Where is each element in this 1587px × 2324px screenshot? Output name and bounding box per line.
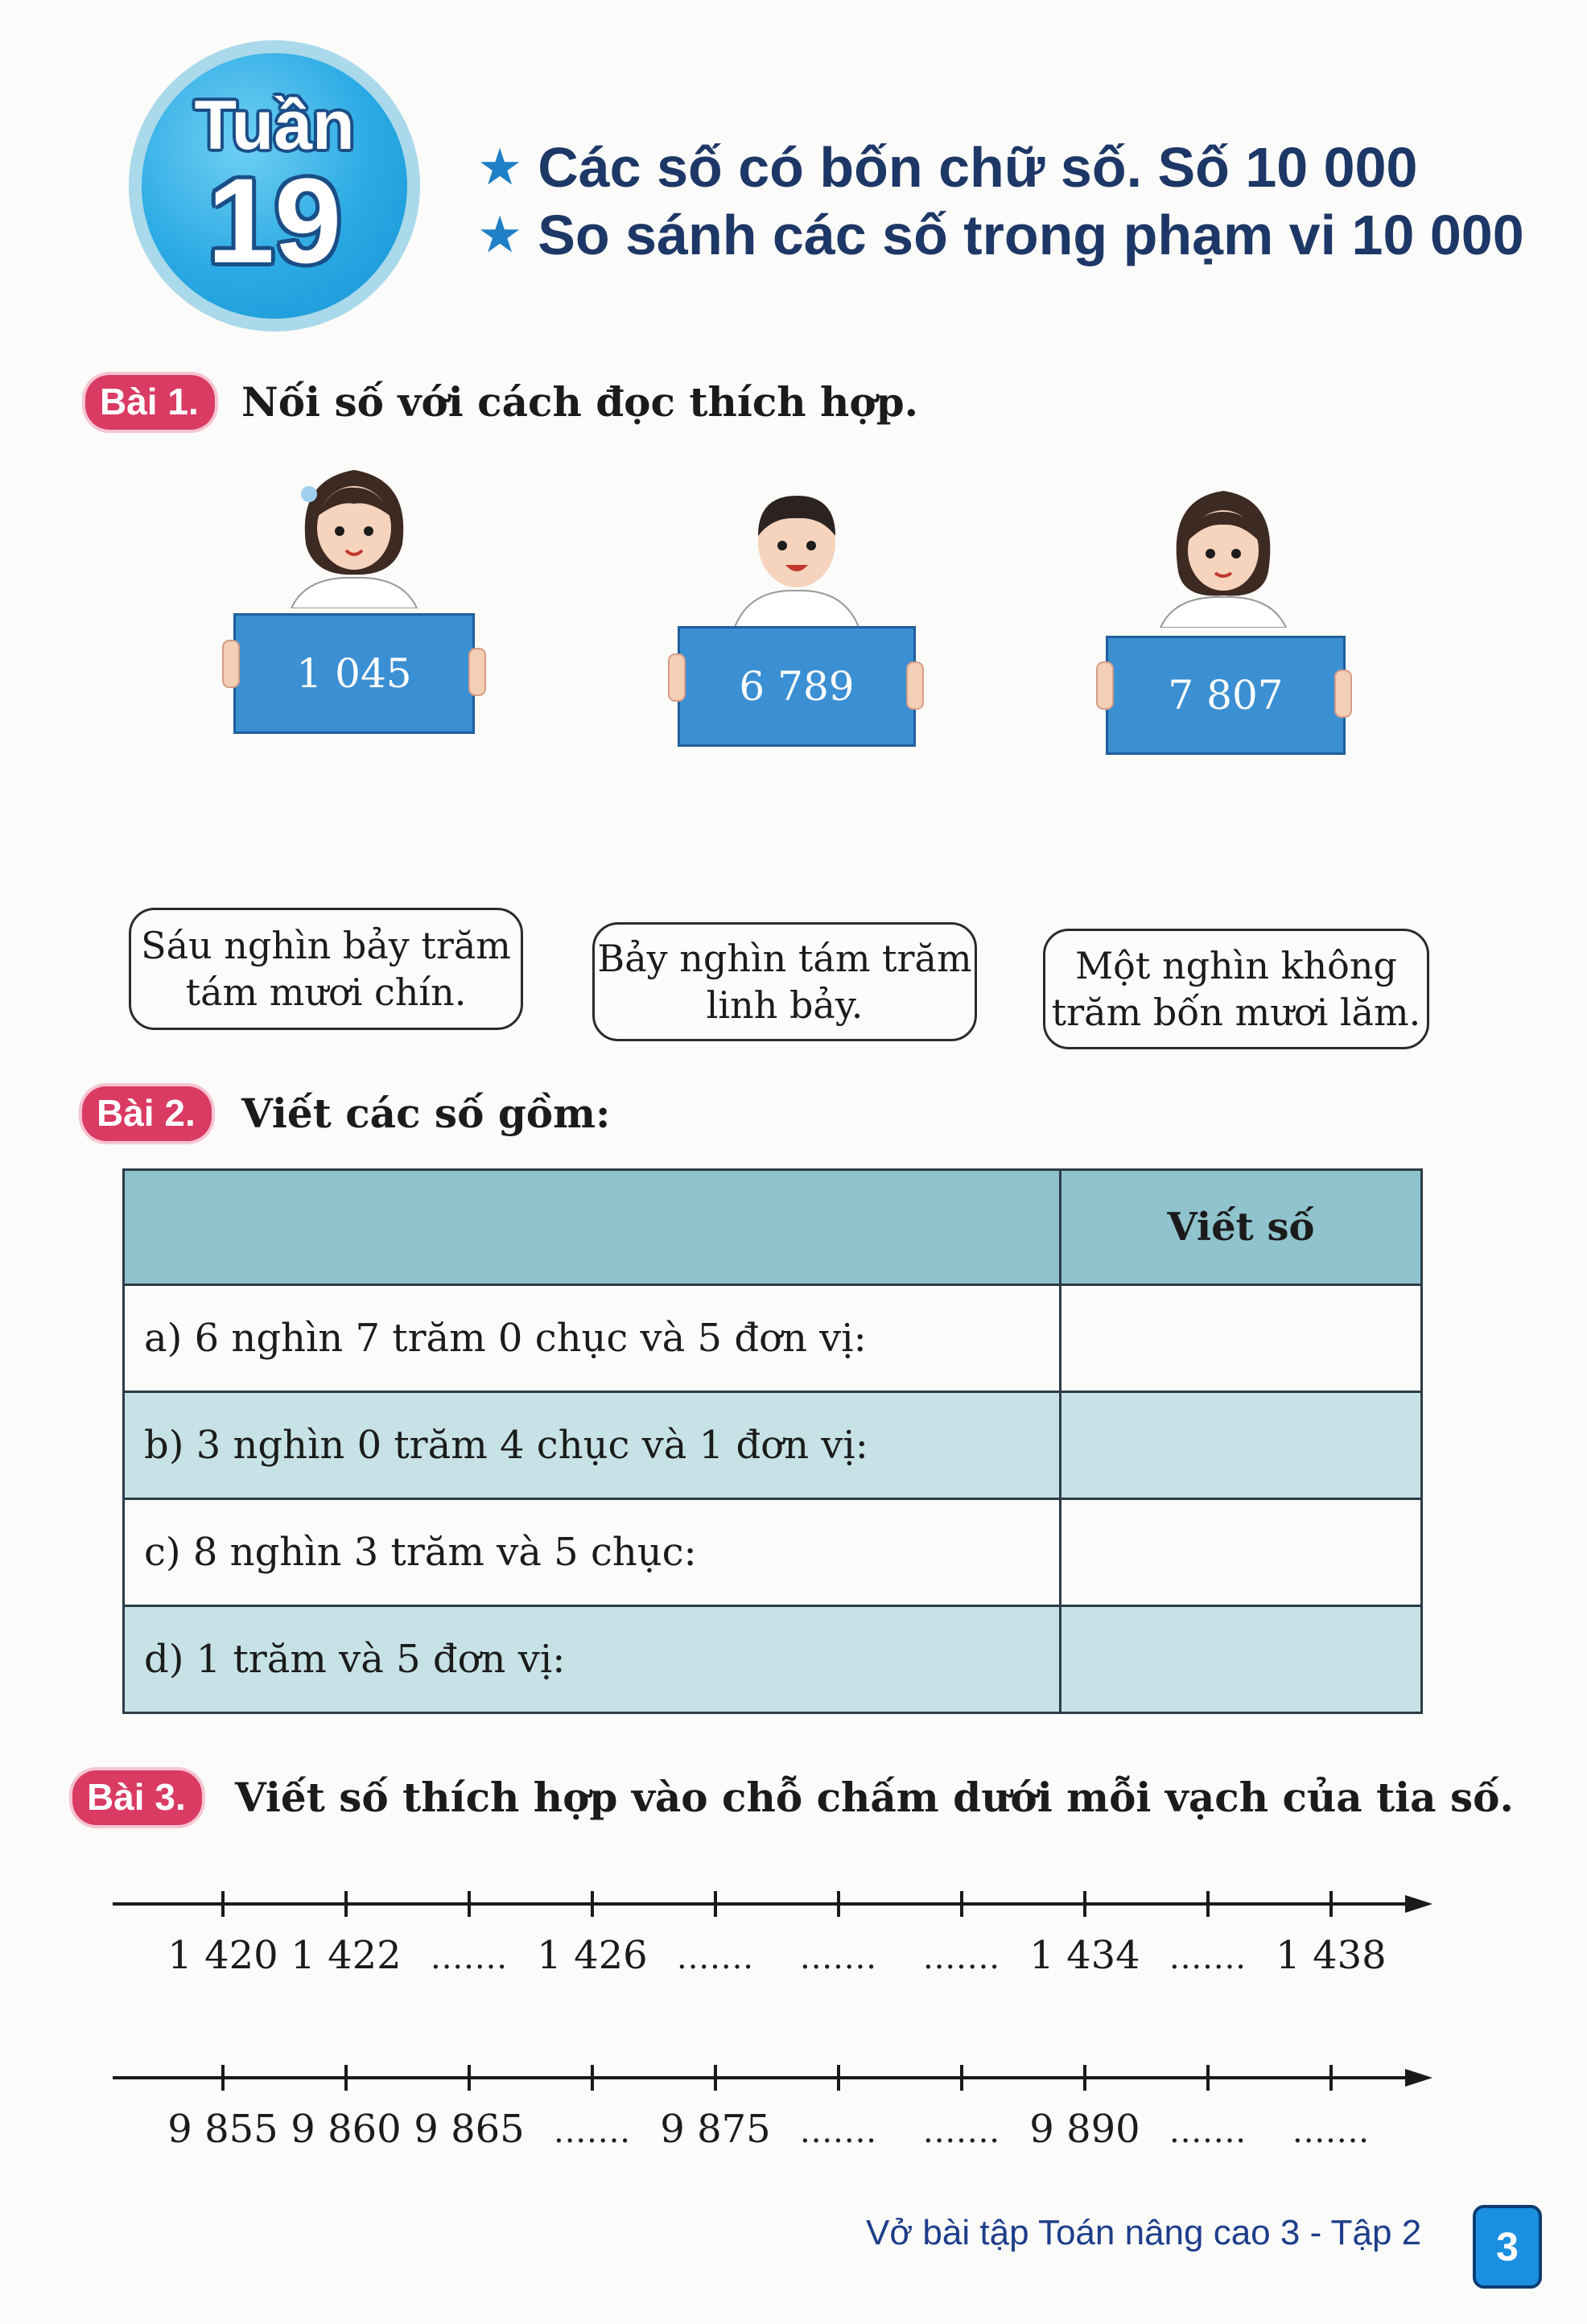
line1-blank[interactable]: ....... [676, 1939, 755, 1976]
line2-label: 9 855 [167, 2107, 278, 2152]
reading-box-2[interactable] [592, 922, 977, 1041]
exercise-2-badge: Bài 2. [82, 1086, 212, 1141]
hand-right [1334, 670, 1352, 718]
line1-blank[interactable]: ....... [1169, 1939, 1247, 1976]
exercise-1-badge: Bài 1. [85, 375, 215, 430]
table-row [124, 1606, 1422, 1713]
exercise-2-title: Viết các số gồm: [241, 1090, 611, 1137]
girl-illustration [274, 447, 435, 608]
line1-blank[interactable]: ....... [799, 1939, 878, 1976]
topic-2-text: So sánh các số trong phạm vi 10 000 [538, 204, 1524, 266]
number-board-1: 1 045 [233, 613, 475, 734]
number-line-2 [113, 2054, 1432, 2102]
star-icon: ★ [480, 209, 521, 260]
row-d-answer-cell[interactable] [1061, 1606, 1422, 1713]
table-row [124, 1392, 1422, 1499]
table-header-row [124, 1170, 1422, 1285]
hand-left [1096, 661, 1114, 710]
reading-box-1[interactable] [129, 908, 523, 1030]
line1-label: 1 426 [537, 1933, 648, 1978]
row-b-answer-cell[interactable] [1061, 1392, 1422, 1499]
topic-1-text: Các số có bốn chữ số. Số 10 000 [538, 136, 1418, 199]
reading-2-line-2: linh bảy. [706, 983, 864, 1027]
boy-illustration [716, 468, 877, 629]
number-line-1 [113, 1880, 1432, 1928]
table-row [124, 1285, 1422, 1392]
week-badge-inner [142, 53, 407, 319]
line2-blank[interactable]: ....... [553, 2113, 632, 2150]
line2-label: 9 860 [291, 2107, 402, 2152]
reading-3-line-1: Một nghìn không [1075, 944, 1397, 987]
reading-1-line-2: tám mươi chín. [185, 970, 467, 1014]
reading-3-line-2: trăm bốn mươi lăm. [1051, 991, 1421, 1034]
page-number: 3 [1473, 2205, 1542, 2289]
reading-box-3[interactable] [1043, 929, 1429, 1049]
line2-blank[interactable]: ....... [1292, 2113, 1371, 2150]
line2-label: 9 890 [1029, 2107, 1140, 2152]
number-board-3: 7 807 [1106, 636, 1346, 755]
hand-left [222, 640, 240, 688]
write-number-table [122, 1168, 1423, 1714]
row-d-description: d) 1 trăm và 5 đơn vị: [124, 1606, 1061, 1713]
exercise-3-badge: Bài 3. [72, 1770, 202, 1825]
number-board-2: 6 789 [678, 626, 916, 747]
table-header-description [124, 1170, 1061, 1285]
hand-right [468, 648, 486, 696]
table-row [124, 1499, 1422, 1606]
hand-left [668, 653, 686, 702]
week-label: Tuần [194, 87, 355, 164]
exercise-1-title: Nối số với cách đọc thích hợp. [241, 378, 919, 426]
line2-label: 9 875 [660, 2107, 771, 2152]
line1-label: 1 438 [1276, 1933, 1387, 1978]
line1-label: 1 420 [167, 1933, 278, 1978]
row-a-description: a) 6 nghìn 7 trăm 0 chục và 5 đơn vị: [124, 1285, 1061, 1392]
row-c-description: c) 8 nghìn 3 trăm và 5 chục: [124, 1499, 1061, 1606]
hand-right [906, 661, 924, 710]
line2-blank[interactable]: ....... [922, 2113, 1001, 2150]
week-badge [129, 40, 420, 332]
star-icon: ★ [480, 142, 521, 192]
line2-label: 9 865 [414, 2107, 525, 2152]
reading-2-line-1: Bảy nghìn tám trăm [597, 937, 972, 980]
reading-1-line-1: Sáu nghìn bảy trăm [141, 924, 511, 967]
line1-blank[interactable]: ....... [922, 1939, 1001, 1976]
topic-2 [480, 203, 1524, 267]
line2-blank[interactable]: ....... [1169, 2113, 1247, 2150]
row-b-description: b) 3 nghìn 0 trăm 4 chục và 1 đơn vị: [124, 1392, 1061, 1499]
line2-blank[interactable]: ....... [799, 2113, 878, 2150]
girl-illustration [1143, 467, 1304, 628]
line1-label: 1 422 [291, 1933, 402, 1978]
book-title: Vở bài tập Toán nâng cao 3 - Tập 2 [866, 2213, 1422, 2252]
exercise-3-title: Viết số thích hợp vào chỗ chấm dưới mỗi vạch của tia số. [235, 1774, 1514, 1821]
row-a-answer-cell[interactable] [1061, 1285, 1422, 1392]
row-c-answer-cell[interactable] [1061, 1499, 1422, 1606]
table-header-write: Viết số [1061, 1170, 1422, 1285]
line1-label: 1 434 [1029, 1933, 1140, 1978]
topic-1 [480, 135, 1417, 200]
line1-blank[interactable]: ....... [430, 1939, 509, 1976]
week-number: 19 [207, 153, 342, 288]
